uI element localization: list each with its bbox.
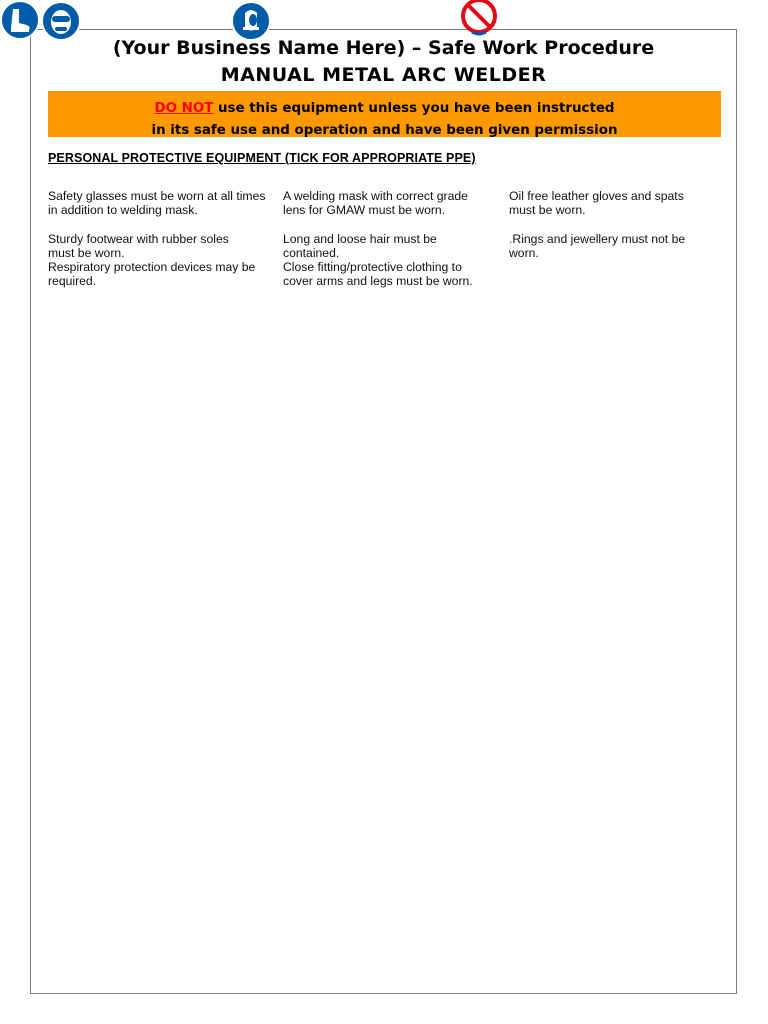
page-border [30,29,737,994]
ppe-jewellery-text: Rings and jewellery must not be worn. [509,232,686,260]
ppe-welding-mask: A welding mask with correct grade lens for GMAW must be worn. [283,189,468,217]
ppe-jewellery-mark: . [509,232,513,246]
warning-line-1-text: use this equipment unless you have been instructed [213,101,615,116]
warning-line-1 [48,98,721,120]
warning-banner [48,91,721,137]
ppe-safety-glasses: Safety glasses must be worn at all times in addition to welding mask. [48,189,266,217]
hearing-protection-icon [231,1,271,41]
warning-line-2: in its safe use and operation and have been given permission [151,123,618,138]
ppe-heading: PERSONAL PROTECTIVE EQUIPMENT (TICK FOR APPROPRIATE PPE) [48,151,476,165]
page-title: (Your Business Name Here) – Safe Work Procedure [112,37,655,59]
ppe-respiratory: Respiratory protection devices may be required. [48,260,256,288]
ppe-footwear: Sturdy footwear with rubber soles must be worn. [48,232,229,260]
ppe-clothing: Close fitting/protective clothing to cover arms and legs must be worn. [283,260,473,288]
equipment-title: MANUAL METAL ARC WELDER [220,64,547,86]
ppe-jewellery [509,232,709,260]
ppe-gloves-spats: Oil free leather gloves and spats must be worn. [509,189,684,217]
safety-boots-icon [0,0,40,40]
face-mask-icon [41,1,81,41]
prohibition-icon [459,0,499,36]
ppe-hair: Long and loose hair must be contained. [283,232,437,260]
do-not-label: DO NOT [154,101,214,116]
